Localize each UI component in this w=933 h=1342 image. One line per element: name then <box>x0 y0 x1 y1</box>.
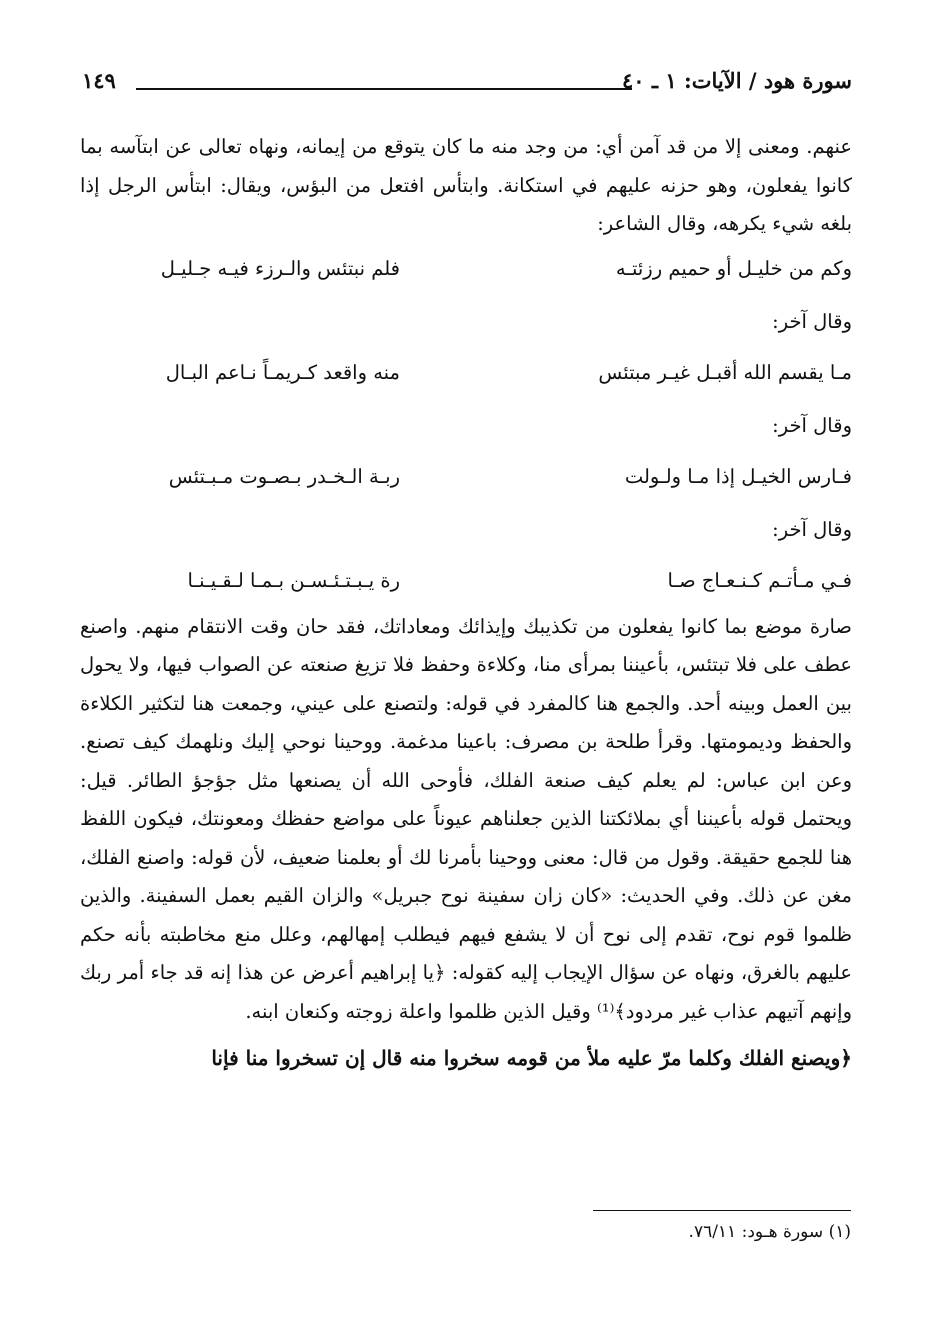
verse-second-hemistich: منه واقعد كـريمـاً نـاعم البـال <box>165 361 400 385</box>
verse-first-hemistich: وكم من خليـل أو حميم رزئتـه <box>615 257 852 281</box>
commentary-paragraph: صارة موضع بما كانوا يفعلون من تكذيبك وإيذائك ومعاداتك، فقد حان وقت الانتقام منهم. واصنع عطف على فلا تبتئس، بأعيننا بمرأى منا، وكلاءة وحفظ فلا تزيغ صنعته عن الصواب فيها، ولا يحول بين العمل وبينه أحد. والجمع هنا كالمفرد في قوله: ولتصنع على عيني، وجمعت هنا لتكثير الكلاءة والحفظ وديمومتها. وقرأ طلحة بن مصرف: باعينا مدغمة. ووحينا نوحي إليك ونلهمك كيف تصنع. وعن ابن عباس: لم يعلم كيف صنعة الفلك، فأوحى الله أن يصنعها مثل جؤجؤ الطائر. قيل: ويحتمل قوله بأعيننا أي بملائكتنا الذين جعلناهم عيوناً على مواضع حفظك ومعونتك، فيكون اللفظ هنا للجمع حقيقة. وقول من قال: معنى ووحينا بأمرنا لك أو بعلمنا ضعيف، لأن قوله: واصنع الفلك، مغن عن ذلك. وفي الحديث: «كان زان سفينة نوح جبريل» والزان القيم بعمل السفينة. والذين ظلموا قوم نوح، تقدم إلى نوح أن لا يشفع فيهم فيطلب إمهالهم، وعلل منع مخاطبته بأنه حكم عليهم بالغرق، ونهاه عن سؤال الإيجاب إليه كقوله: ﴿يا إبراهيم أعرض عن هذا إنه قد جاء أمر ربك وإنهم آتيهم عذاب غير مردود﴾⁽¹⁾ وقيل الذين ظلموا واعلة زوجته وكنعان ابنه. <box>80 614 852 1023</box>
verse-second-hemistich: فلم نبتئس والـرزء فيـه جـليـل <box>160 257 400 281</box>
header-rule <box>136 88 632 90</box>
running-title: سورة هود / الآيات: ١ ـ ٤٠ <box>622 68 852 93</box>
verse-second-hemistich: رة يـبـتـئـسـن بـمـا لـقـيـنـا <box>187 569 400 593</box>
intro-paragraph: عنهم. ومعنى إلا من قد آمن أي: من وجد منه ما كان يتوقع من إيمانه، ونهاه تعالى عن ابتآسه بما كانوا يفعلون، وهو حزنه عليهم في استكانة. وابتأس افتعل من البؤس، ويقال: ابتأس الرجل إذا بلغه شيء يكرهه، وقال الشاعر: <box>80 135 852 235</box>
page-header <box>82 64 852 104</box>
verse-intro: وقال آخر: <box>772 413 852 437</box>
verse-line <box>80 244 852 296</box>
verse-first-hemistich: فـي مـأتـم كـنـعـاج صـا <box>667 569 852 593</box>
page-number: ١٤٩ <box>82 68 116 93</box>
quran-verse: ﴿ويصنع الفلك وكلما مرّ عليه ملأ من قومه سخروا منه قال إن تسخروا منا فإنا <box>211 1046 852 1070</box>
verse-intro: وقال آخر: <box>772 309 852 333</box>
verse-first-hemistich: مـا يقسم الله أقبـل غيـر مبتئس <box>598 361 852 385</box>
verse-second-hemistich: ربـة الـخـدر بـصـوت مـبـتئس <box>168 465 400 489</box>
verse-line <box>80 452 852 504</box>
verse-first-hemistich: فـارس الخيـل إذا مـا ولـولت <box>624 465 852 489</box>
verse-line <box>80 348 852 400</box>
verse-intro: وقال آخر: <box>772 517 852 541</box>
verse-line <box>80 556 852 608</box>
footnote: (١) سورة هـود: ٧٦/١١. <box>688 1222 851 1242</box>
page-body <box>80 128 852 1078</box>
footnote-rule <box>593 1210 851 1211</box>
